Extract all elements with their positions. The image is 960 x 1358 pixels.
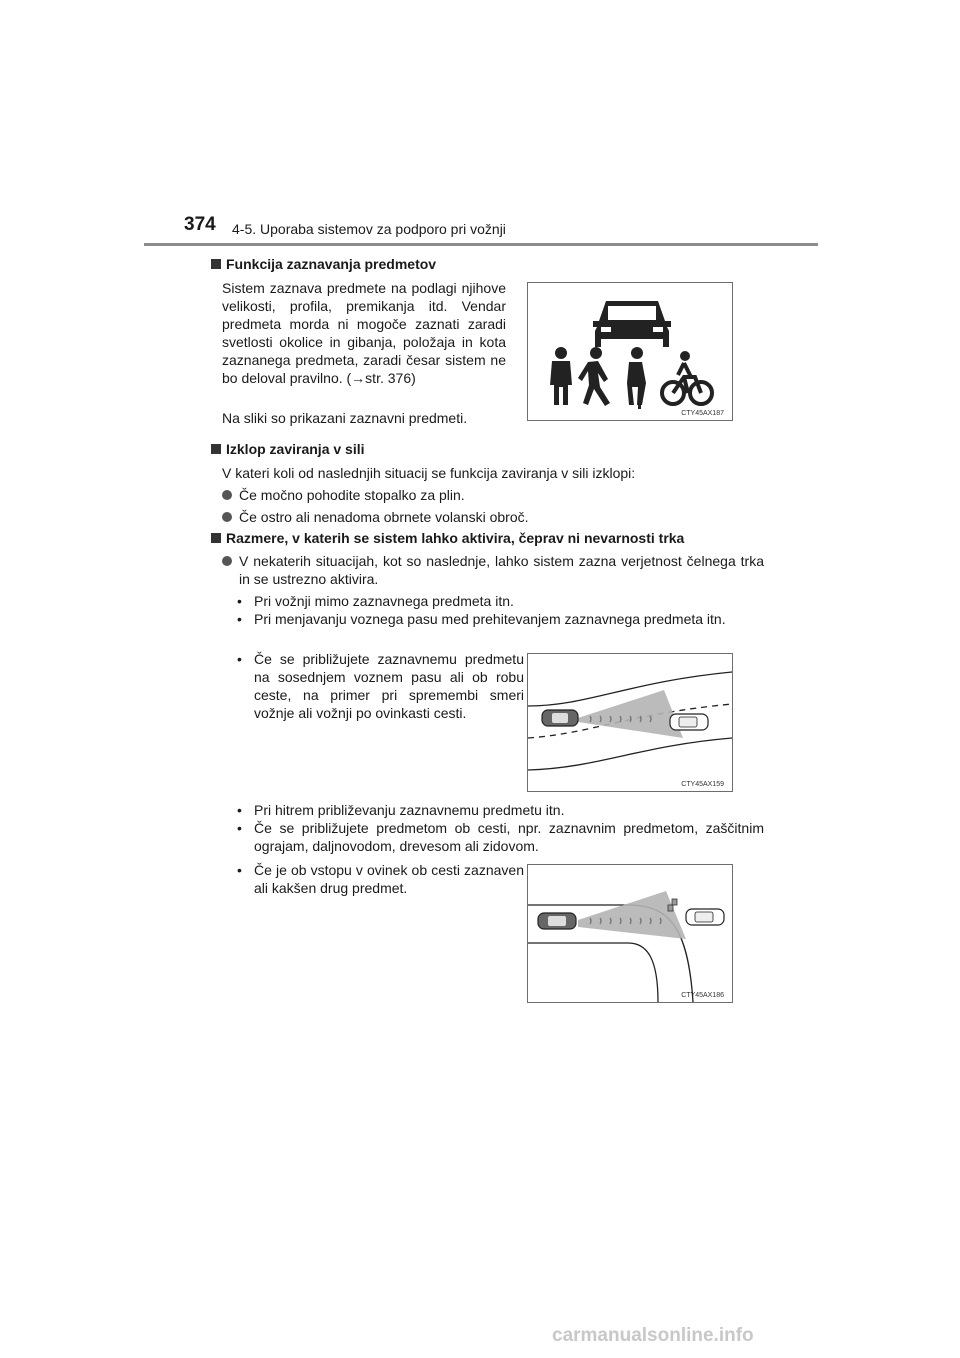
- pedestrian-bicycle-icon: [627, 347, 646, 409]
- watermark: carmanualsonline.info: [552, 1325, 754, 1346]
- heading-cancel: Izklop zaviranja v sili: [211, 441, 365, 457]
- figure-code: CTY45AX187: [681, 410, 724, 417]
- cancel-bullet: Če ostro ali nenadoma obrnete volanski obroč.: [222, 508, 759, 526]
- section-title: 4-5. Uporaba sistemov za podporo pri vožnji: [232, 221, 506, 237]
- figure-curve-entry: [527, 864, 733, 1003]
- condition-item: • Če se približujete predmetom ob cesti, npr. zaznavnim predmetom, zaščitnim ograjam, daljnovodom, drevesom ali zidovom.: [237, 820, 764, 854]
- header-rule: [144, 243, 818, 246]
- condition-item: • Pri hitrem približevanju zaznavnemu predmetu itn.: [237, 802, 565, 818]
- page-number: 374: [184, 214, 216, 235]
- round-bullet-icon: [222, 490, 232, 500]
- car-front-target-icon: [686, 909, 724, 925]
- radar-beam: [578, 891, 686, 939]
- condition-item: • Če je ob vstopu v ovinek ob cesti zaznaven ali kakšen drug predmet.: [237, 862, 524, 896]
- pedestrian-walking-icon: [578, 347, 610, 406]
- figure-code: CTY45AX159: [681, 781, 724, 788]
- condition-item: • Pri menjavanju voznega pasu med prehitevanjem zaznavnega predmeta itn.: [237, 611, 726, 627]
- cyclist-icon: [662, 351, 712, 404]
- round-bullet-icon: [222, 556, 232, 566]
- pedestrian-standing-icon: [550, 347, 572, 405]
- heading-detection: Funkcija zaznavanja predmetov: [211, 256, 436, 272]
- figure-detectable-objects: [527, 282, 733, 421]
- detectable-objects-illustration: [528, 283, 732, 420]
- curve-entry-illustration: [528, 865, 732, 1002]
- figure-code: CTY45AX186: [681, 992, 724, 999]
- square-bullet-icon: [211, 533, 221, 543]
- cancel-bullet: Če močno pohodite stopalko za plin.: [222, 486, 759, 504]
- square-bullet-icon: [211, 259, 221, 269]
- heading-conditions: Razmere, v katerih se sistem lahko aktivira, čeprav ni nevarnosti trka: [211, 530, 684, 546]
- curved-road-illustration: [528, 654, 732, 791]
- cancel-intro: V kateri koli od naslednjih situacij se funkcija zaviranja v sili izklopi:: [222, 465, 636, 481]
- detection-paragraph: Sistem zaznava predmete na podlagi njihove velikosti, profila, premikanja itd. Vendar predmeta morda ni mogoče zaznati zaradi svetlosti okolice in gibanja, položaja in kota zaznanega predmeta, zaradi česar sistem ne bo deloval pravilno. (→str. 376): [222, 280, 506, 386]
- car-front-icon: [593, 301, 671, 347]
- car-rear-icon: [538, 913, 576, 929]
- car-rear-icon: [542, 710, 578, 726]
- round-bullet-icon: [222, 512, 232, 522]
- conditions-bullet: V nekaterih situacijah, kot so naslednje, lahko sistem zazna verjetnost čelnega trka in se ustrezno aktivira.: [222, 552, 764, 588]
- figure-curved-road: [527, 653, 733, 792]
- detection-caption: Na sliki so prikazani zaznavni predmeti.: [222, 410, 468, 426]
- car-front-target-icon: [670, 714, 708, 730]
- square-bullet-icon: [211, 444, 221, 454]
- condition-item: • Če se približujete zaznavnemu predmetu na sosednjem voznem pasu ali ob robu ceste, na primer pri spremembi smeri vožnje ali vožnji po ovinkasti cesti.: [237, 651, 524, 721]
- condition-item: • Pri vožnji mimo zaznavnega predmeta itn.: [237, 593, 514, 609]
